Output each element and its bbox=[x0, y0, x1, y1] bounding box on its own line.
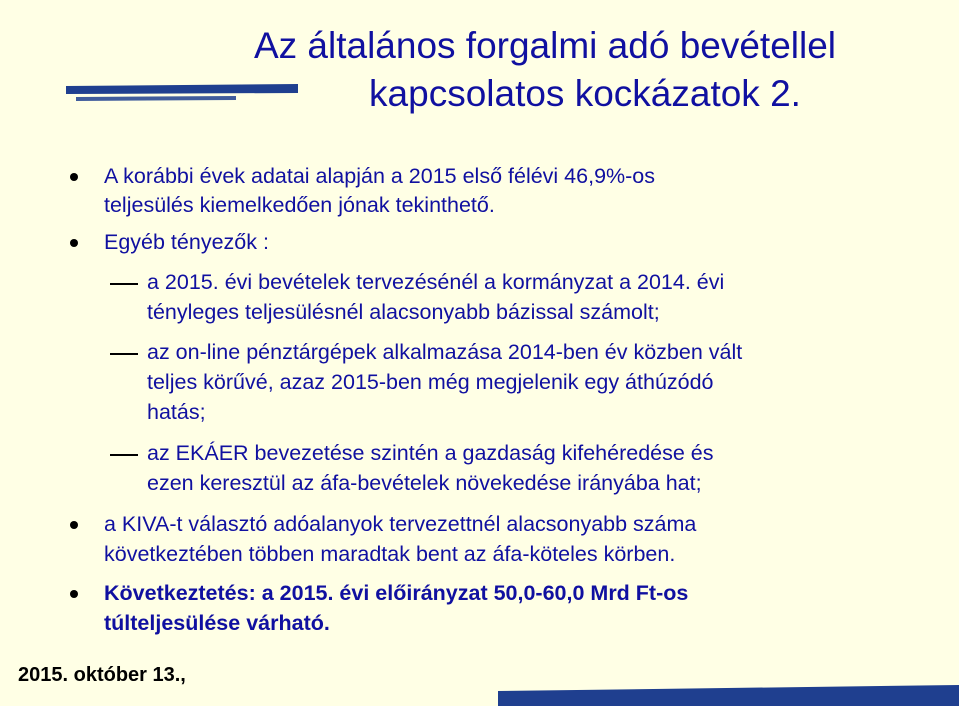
sub-2-line-1: az on-line pénztárgépek alkalmazása 2014-ben év közben vált bbox=[147, 340, 743, 364]
slide-title bbox=[150, 22, 940, 118]
sub-1-line-2: tényleges teljesülésnél alacsonyabb bázissal számolt; bbox=[147, 300, 660, 324]
sub-2-line-3: hatás; bbox=[147, 400, 206, 424]
bullet-3-line-2: következtében többen maradtak bent az áfa-köteles körben. bbox=[104, 542, 676, 566]
sub-2-line-2: teljes körűvé, azaz 2015-ben még megjelenik egy áthúzódó bbox=[147, 370, 714, 394]
conclusion-line-2: túlteljesülése várható. bbox=[104, 611, 330, 635]
sub-3-line-1: az EKÁER bevezetése szintén a gazdaság kifehéredése és bbox=[147, 441, 714, 465]
dash-marker bbox=[110, 454, 138, 456]
sub-1-line-1: a 2015. évi bevételek tervezésénél a kormányzat a 2014. évi bbox=[147, 270, 725, 294]
bullet-3-line-1: a KIVA-t választó adóalanyok tervezettnél alacsonyabb száma bbox=[104, 512, 697, 536]
footer-date: 2015. október 13., bbox=[18, 664, 186, 686]
conclusion-line-1: Következtetés: a 2015. évi előirányzat 50,0-60,0 Mrd Ft-os bbox=[104, 581, 689, 605]
sub-3-line-2: ezen keresztül az áfa-bevételek növekedése irányába hat; bbox=[147, 471, 702, 495]
bullet-1-line-1: A korábbi évek adatai alapján a 2015 első félévi 46,9%-os bbox=[104, 164, 656, 188]
decorative-bar-bottom bbox=[498, 685, 959, 706]
title-line-1: Az általános forgalmi adó bevétellel bbox=[253, 25, 837, 66]
dash-marker bbox=[110, 283, 138, 285]
bullet-dot bbox=[70, 521, 78, 529]
dash-marker bbox=[110, 353, 138, 355]
bullet-dot bbox=[70, 173, 78, 181]
title-line-2: kapcsolatos kockázatok 2. bbox=[369, 73, 801, 114]
bullet-dot bbox=[70, 590, 78, 598]
bullet-dot bbox=[70, 239, 78, 247]
bullet-2-line-1: Egyéb tényezők : bbox=[104, 230, 269, 254]
bullet-1-line-2: teljesülés kiemelkedően jónak tekinthető. bbox=[104, 193, 495, 217]
